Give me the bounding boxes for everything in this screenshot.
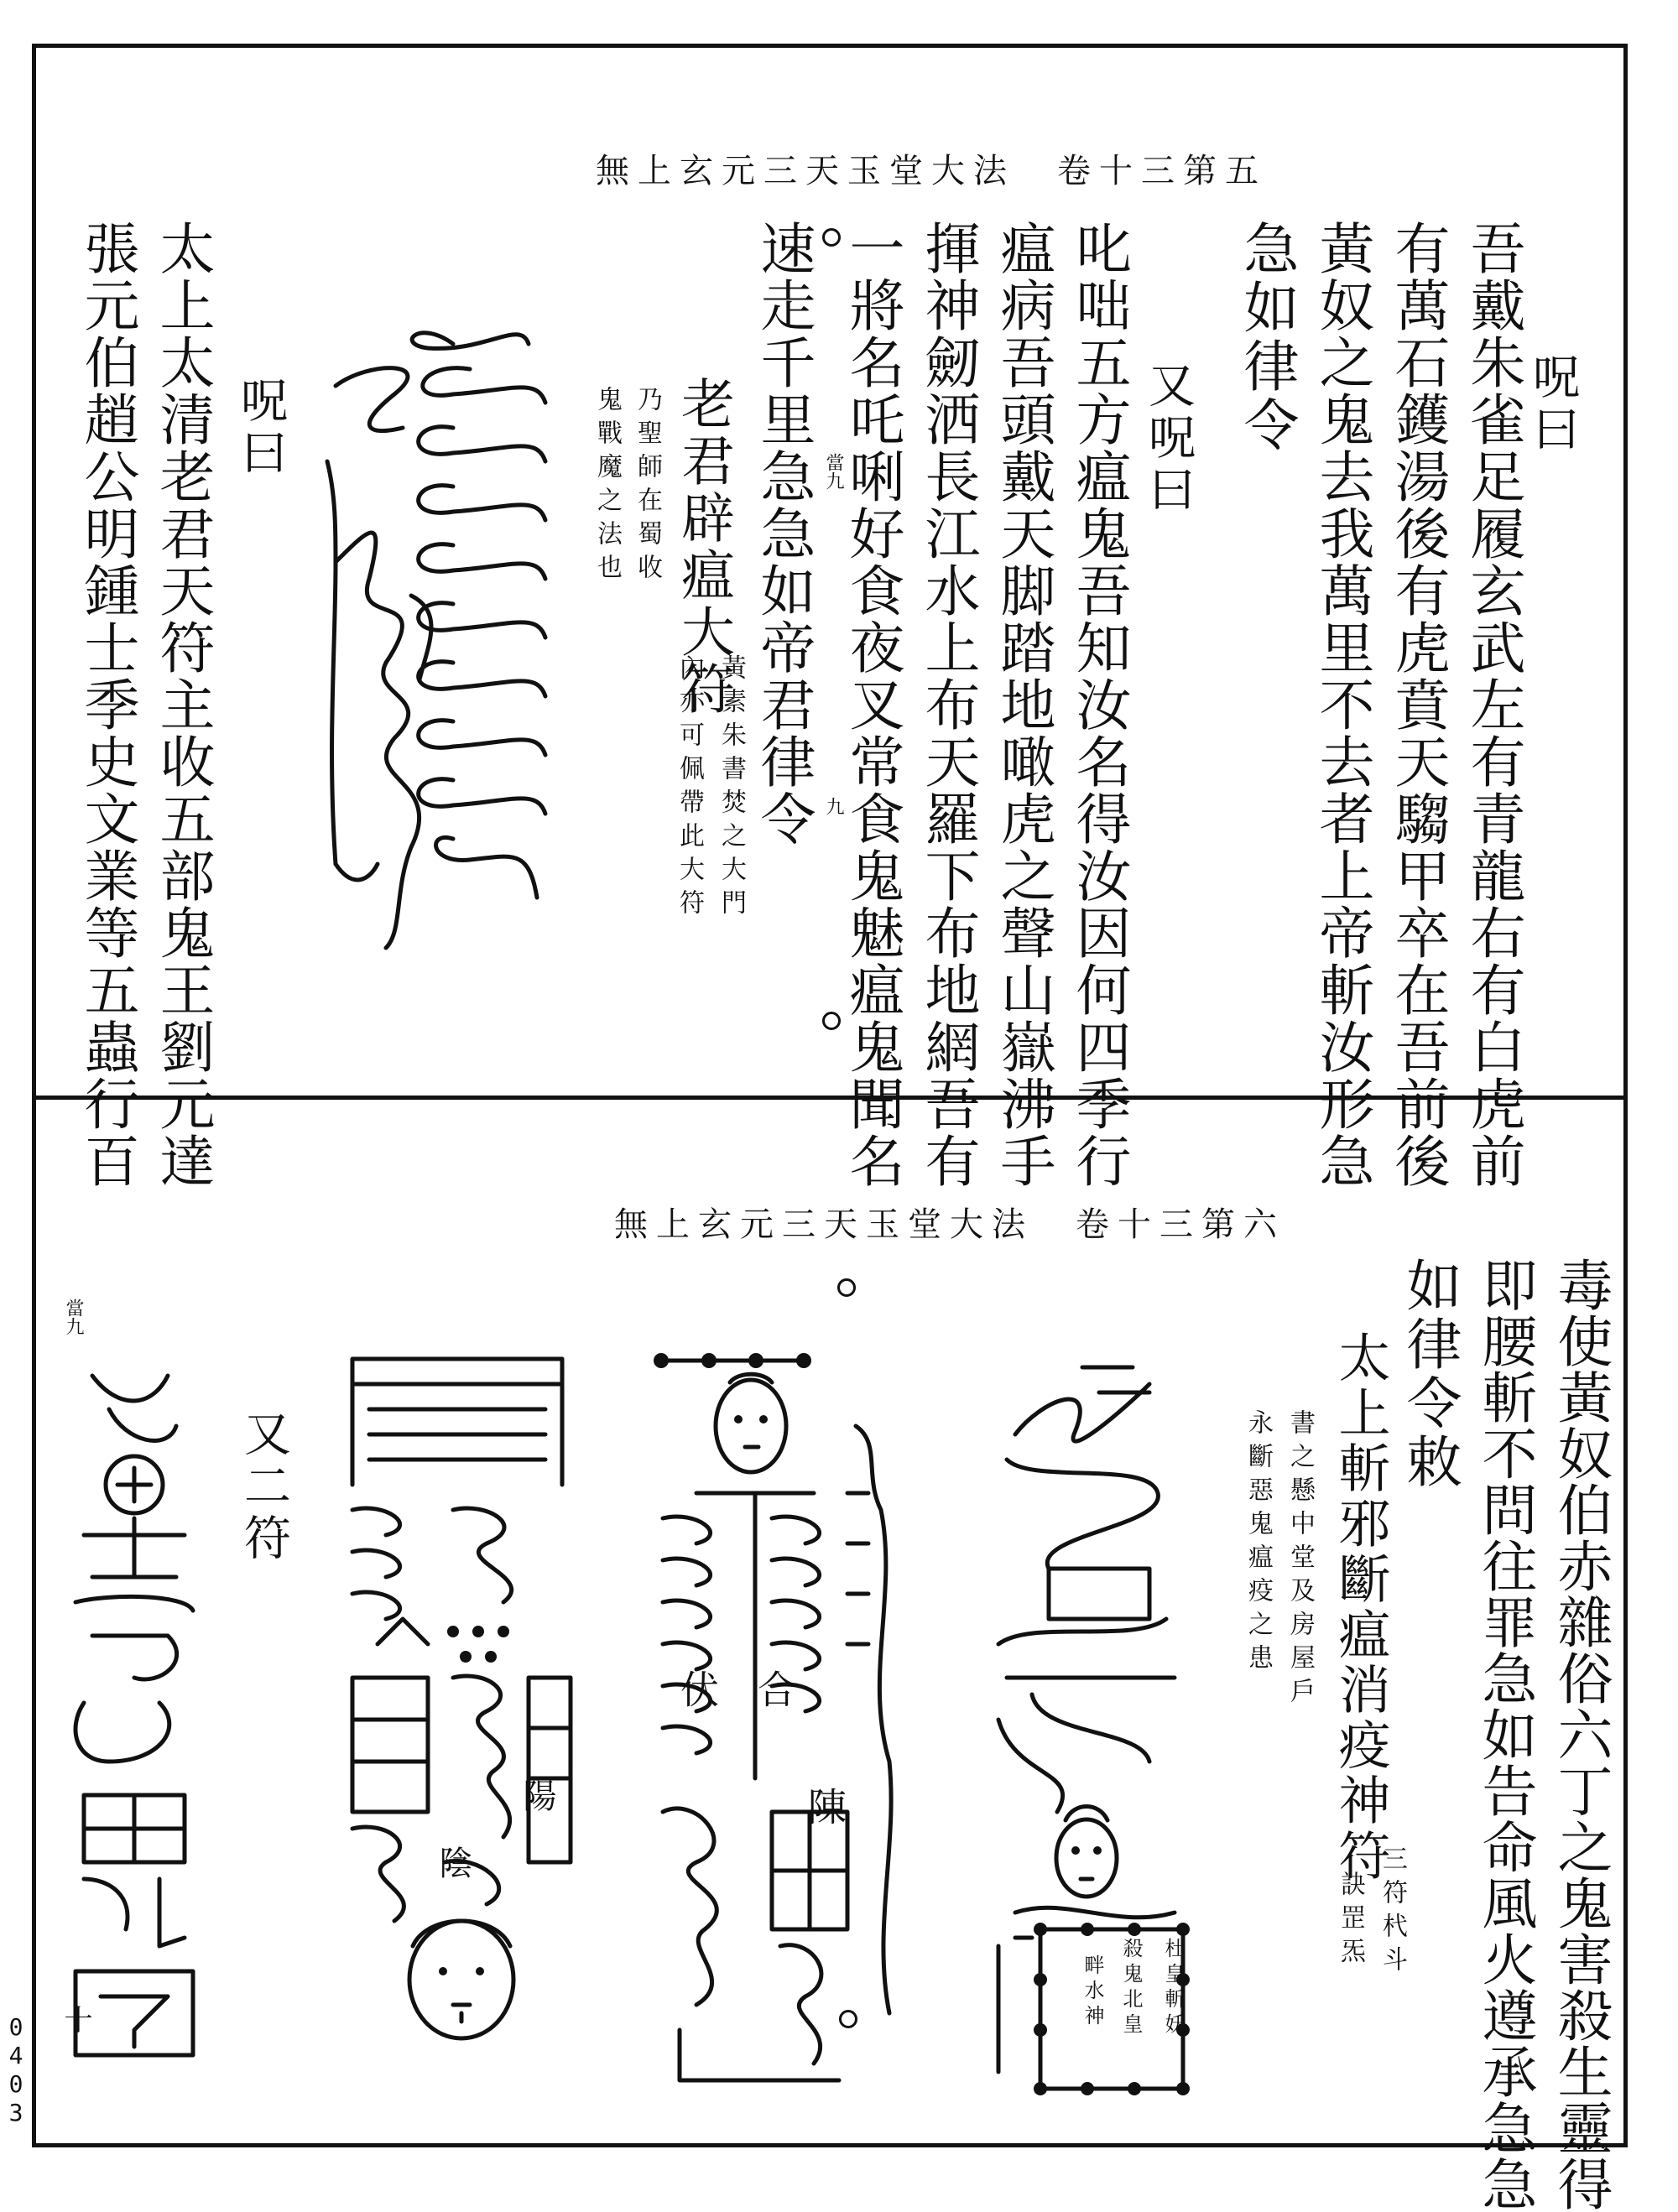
third-talisman: [336, 1342, 587, 2080]
top-col-1-heading: 呪曰: [1525, 352, 1580, 456]
second-talisman: [646, 1342, 898, 2097]
bottom-margin-note: 當九: [63, 1299, 84, 1335]
top-col-12-note: 黃素朱書焚之大門: [717, 654, 746, 923]
talisman-char: 陰: [434, 1845, 472, 1884]
top-margin-note: 當九: [823, 453, 844, 490]
page-number-digit: 0: [8, 2013, 23, 2041]
bottom-col-5-note-a: 書之懸中堂及房屋戶: [1285, 1409, 1315, 1711]
talisman-char: 陽: [518, 1778, 556, 1817]
bottom-col-6-note: 永斷惡鬼瘟疫之患: [1243, 1409, 1273, 1678]
talisman-char: 伏: [675, 1669, 720, 1713]
talisman-box-text: 杜皇斬妖: [1161, 1938, 1185, 2038]
page-number-digit: 3: [8, 2099, 23, 2126]
youer-talisman: [59, 1359, 210, 2064]
top-col-13-note: 內亦可佩帶此大符: [675, 654, 704, 923]
bottom-circle-mark: [837, 1278, 856, 1297]
talisman-char: 合: [752, 1669, 797, 1713]
top-col-5: 急如律令: [1234, 220, 1299, 455]
bottom-col-4-title: 太上斬邪斷瘟消疫神符: [1330, 1330, 1391, 1884]
talisman-box-text: 殺鬼北皇: [1119, 1938, 1143, 2038]
talisman-box-text: 畔水神: [1081, 1954, 1104, 2030]
top-col-15-note: 鬼戰魔之法也: [592, 386, 622, 587]
top-col-16-heading: 呪曰: [233, 376, 288, 480]
top-panel-header: 無上玄元三天玉堂大法 卷十三第五: [596, 152, 1267, 190]
laojun-talisman: [319, 310, 571, 965]
top-col-11: 速走千里急急如帝君律令: [751, 220, 816, 847]
top-margin-note: 九: [823, 797, 844, 815]
page-number-digit: 4: [8, 2042, 23, 2069]
page-number-digit: 0: [8, 2070, 23, 2098]
bottom-col-5-note-b: 訣罡炁: [1336, 1871, 1365, 1971]
top-circle-mark: [822, 1012, 841, 1030]
bottom-panel-header: 無上玄元三天玉堂大法 卷十三第六: [614, 1205, 1285, 1244]
top-col-10: 一將名吒唎好食夜叉常食鬼魅瘟鬼聞名: [840, 220, 904, 1189]
top-col-6-heading: 又呪曰: [1141, 361, 1196, 517]
bottom-col-2: 即腰斬不問往罪急如告命風火遵承急急: [1472, 1257, 1537, 2212]
top-col-14-note: 乃聖師在蜀收: [633, 386, 662, 587]
bottom-col-4-note: 三符杙斗: [1378, 1845, 1407, 1980]
top-col-3: 有萬石鑊湯後有虎賁天騶甲卒在吾前後: [1385, 220, 1450, 1189]
page-number: [3, 2013, 29, 2127]
bottom-col-1: 毒使黃奴伯赤雜俗六丁之鬼害殺生靈得: [1548, 1257, 1613, 2212]
top-col-8: 瘟病吾頭戴天脚踏地噉虎之聲山嶽沸手: [991, 220, 1055, 1189]
top-col-9: 揮神劒洒長江水上布天羅下布地網吾有: [915, 220, 980, 1189]
bottom-col-7-heading: 又二符: [237, 1409, 291, 1565]
top-col-18: 張元伯趙公明鍾士季史文業等五蟲行百: [75, 220, 139, 1189]
top-circle-mark: [822, 228, 841, 247]
top-col-12-title: 老君辟瘟大符: [672, 376, 734, 718]
bottom-margin-mark: 十: [59, 2005, 92, 2033]
top-col-7: 叱咄五方瘟鬼吾知汝名得汝因何四季行: [1066, 220, 1131, 1189]
top-col-2: 吾戴朱雀足履玄武左有青龍右有白虎前: [1461, 220, 1525, 1189]
top-col-4: 黃奴之鬼去我萬里不去者上帝斬汝形急: [1310, 220, 1374, 1189]
top-col-17: 太上太清老君天符主收五部鬼王劉元達: [150, 220, 215, 1189]
bottom-col-3: 如律令敕: [1397, 1257, 1462, 1491]
talisman-char: 陳: [802, 1787, 847, 1830]
